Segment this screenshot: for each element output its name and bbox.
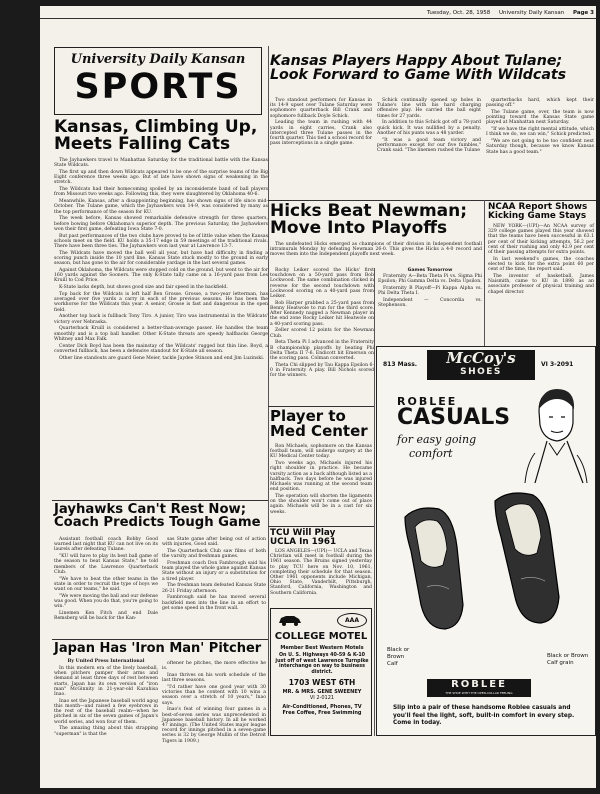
car-icon <box>277 613 303 627</box>
japan-col-2 <box>162 661 266 744</box>
climbing-paragraph: Other line standouts are guard Gene Meier, tackle Jaydee Stinson and end Jim Luzinski. <box>59 355 265 361</box>
japan-col-1 <box>54 666 158 736</box>
games-item: Independent — Concordia vs. Stephenson. <box>378 298 482 309</box>
climbing-paragraph: Another top back is fullback Tony Tiro. A junior, Tiro was instrumental in the Wildcats' victory over Nebraska. <box>54 314 268 325</box>
roblee-brand: ROBLEE <box>397 395 458 408</box>
masthead-title: SPORTS <box>74 67 242 107</box>
motel-line: On U. S. Highways 40-59 & K-10 just off of west Lawrence Turnpike interchange on way to business district. <box>275 653 369 675</box>
player-paragraph: Ron Michaels, sophomore on the Kansas football team, will undergo surgery at the KU Medical Center today. <box>270 444 372 460</box>
player-headline-line2: Med Center <box>270 422 368 441</box>
hicks-lead <box>270 242 482 268</box>
motel-line: VI 2-0121 <box>309 695 335 702</box>
jayhawks-top-rule <box>52 500 268 501</box>
happy-paragraph: Leading the team in rushing with 44 yards in eight carries, Crank also intercepted three Tulane passes in the fourth quarter. This tied a school record for pass interceptions in a single game. <box>270 120 372 147</box>
games-title: Games Tomorrow <box>407 268 453 273</box>
motel-line: Member Best Western Motels <box>280 645 364 651</box>
jayhawks-paragraph: "We have to beat the other teams in the state in order to recruit the type of boys we want on our teams," he said. <box>54 576 158 593</box>
happy-paragraph: "It was a good team victory and performance except for our five fumbles," Crank said. "The linemen rushed the Tulane <box>377 137 481 154</box>
player-paragraph: Two weeks ago, Michaels injured his right shoulder in practice. He became varsity action as a back although listed as a halfback. Two days before he was injured Michaels was running at the second team end position. <box>270 461 372 493</box>
folio-paper: University Daily Kansan <box>498 10 565 16</box>
happy-paragraph: "If we have the right mental attitude, which I think we do, we can win," Schick predicted. <box>486 127 594 138</box>
mccoys-name: McCoy's <box>446 349 516 367</box>
happy-paragraph: quarterbacks hard, which kept their passing off." <box>486 98 594 109</box>
tcu-top-rule <box>268 526 374 527</box>
jayhawks-paragraph: Freshman coach Don Fambrough said his team played the whole game against Kansas State without an injury or a substitution for a tired player. <box>162 561 266 582</box>
happy-headline <box>270 54 596 83</box>
happy-col-1 <box>270 98 372 198</box>
folio-rule <box>40 18 596 19</box>
climbing-paragraph: The Wildcats had their homecoming spoiled by an inconsiderate band of ball players from Missouri two weeks ago. Following this, they were slaughtered by Oklahoma 40-6. <box>54 187 268 198</box>
japan-paragraph: Inao thrives on his work schedule of the last three seasons. <box>162 673 266 684</box>
hicks-paragraph: Theta Chi slipped by Tau Kappa Epsilon 6-0 in Fraternity A play. Bill Nichols scored for the winners. <box>270 362 374 379</box>
jayhawks-headline <box>54 503 270 530</box>
climbing-paragraph: The first up and then down Wildcats appeared to be one of the surprise teams of the Big Eight conference three weeks ago. But of late have shown signs of weakening in the stretch. <box>54 170 268 186</box>
happy-col-2 <box>377 98 481 198</box>
jayhawks-paragraph: "We were moving the ball and our defense was good. When you do that, you're going to win." <box>54 593 158 610</box>
japan-paragraph: oftener he pitches, the more effective he is. <box>162 661 266 672</box>
roblee-tagline-1: for easy going <box>397 433 477 446</box>
motel-details <box>274 645 370 716</box>
climbing-headline <box>54 119 266 154</box>
japan-paragraph: The amazing thing about this strapping "superman" is that the <box>54 726 158 737</box>
hicks-headline <box>270 203 470 238</box>
happy-paragraph: The Tulane game, over, the team is now pointing toward the Kansas State game played at Manhattan next Saturday. <box>486 110 594 126</box>
happy-headline-line2: Look Forward to Game With Wildcats <box>270 67 567 84</box>
roblee-footer: Slip into a pair of these handsome Roblee casuals and you'll feel the light, soft, built-in comfort in every step. Come in today. <box>393 705 575 726</box>
motel-line: Air-Conditioned, Phones, TV <box>282 704 362 711</box>
japan-paragraph: In this modern era of the lively baseball, when pitchers pamper their arms and demand at least three days of rest between starts, Japan has its own version of "iron man" McGinnity in 21-year-old Kazuhisa Inao. <box>54 666 158 698</box>
shoes-illustration <box>397 487 587 637</box>
climbing-paragraph: Center Dick Boyd has been the mainstay of the Wildcats' rugged but thin line. Boyd, a converted fullback, has been a defensive standout for K-State all season. <box>54 343 268 354</box>
hicks-headline-line1: Hicks Beat Newman; <box>270 201 468 221</box>
column-rule-1 <box>268 46 269 736</box>
mccoys-logo <box>427 350 535 380</box>
tcu-body <box>270 549 372 605</box>
japan-headline: Japan Has 'Iron Man' Pitcher <box>54 641 262 656</box>
japan-paragraph: "I'd rather have one good year with 30 victories than be content with 10 wins a season over a stretch of 10 years," Inao says. <box>162 685 266 706</box>
jayhawks-paragraph: The freshman team defeated Kansas State 26-21 Friday afternoon. <box>162 583 266 594</box>
aaa-badge: AAA <box>337 613 367 628</box>
games-list <box>378 274 482 308</box>
folio-date: Tuesday, Oct. 28, 1958 <box>426 10 491 16</box>
jayhawks-col-1 <box>54 537 158 637</box>
climbing-paragraph: The Wildcats have moved the ball well all year, but have had difficulty in finding a scoring punch inside the 10 yard line. Kansas State stuck mostly to the ground in early season, but has gone to the air for considerable yardage in the last several games. <box>54 250 268 267</box>
college-motel-ad <box>270 608 372 736</box>
folio-line <box>272 10 594 16</box>
climbing-paragraph: K-State lacks depth, but shows good size and fair speed in the backfield. <box>59 285 228 291</box>
roblee-ad <box>376 346 596 736</box>
jayhawks-paragraph: Assistant football coach Bobby Good warned last night that KU can not live on its laurels after defeating Tulane. <box>54 537 158 553</box>
jayhawks-paragraph: "KU will have to play its best ball game of the season to beat Kansas State," he told members of the Lawrence Quarterback Club. <box>54 554 158 575</box>
man-illustration <box>517 383 591 483</box>
tcu-headline-line1: TCU Will Play <box>270 528 336 538</box>
happy-col-3 <box>486 98 594 198</box>
store-phone: VI 3-2091 <box>541 361 574 368</box>
tcu-headline <box>270 529 374 547</box>
roblee-product: CASUALS <box>397 405 511 430</box>
hicks-headline-line2: Move Into Playoffs <box>270 218 448 239</box>
folio-page: Page 3 <box>572 10 594 16</box>
roblee-logo-bar <box>427 679 531 697</box>
climbing-paragraph: Against Oklahoma, the Wildcats were stopped cold on the ground, but went to the air for 160 yards against the Sooners. The only K-State tally came on a 16-yard pass from Les Kruill to Cod Price. <box>54 268 268 284</box>
ncaa-headline <box>488 203 596 221</box>
japan-paragraph: Inao's feat of winning four games in a best-of-seven series was unprecedented in Japanese baseball history. In all he worked 47 innings. (The United States major league record for innings pitched in a seven-game series is 32 by George Mullin of the Detroit Tigers in 1909.) <box>162 707 266 744</box>
games-item: Fraternity B Playoff—Pi Kappa Alpha vs. Phi Delta Theta I. <box>378 286 482 297</box>
hicks-paragraph: Bob Harper grabbed a 25-yard pass from Benny Heatwole to run for the third score. After Kennedy nagged a Newman player in the end zone Rocky Leiker hit Heatwole on a 40-yard scoring pass. <box>270 300 374 327</box>
motel-name: COLLEGE MOTEL <box>274 631 368 642</box>
jayhawks-paragraph: Fambrough said he has moved several backfield men into the line in an effort to get some speed in the front wall. <box>162 595 266 611</box>
ncaa-rule <box>484 200 485 346</box>
masthead-script: University Daily Kansan <box>70 52 246 67</box>
happy-paragraph: Two standout performers for Kansas in its 14-9 upset over Tulane Saturday were sophomore quarterback Bill Crank and sophomore fullback Doyle Schick. <box>270 98 372 119</box>
climbing-paragraph: Meanwhile, Kansas, after a disappointing beginning, has shown signs of life since mid-October. The Tulane game, which the Jayhawkers won 14-9, was considered by many as the top performance of the season for KU. <box>54 199 268 215</box>
japan-byline: By United Press International <box>67 659 145 664</box>
ncaa-paragraph: The inventor of basketball, James Naismith, came to KU in 1898 as an associate professor of physical training and chapel director. <box>488 274 594 295</box>
jayhawks-col-2 <box>162 537 266 637</box>
japan-paragraph: Inao set the Japanese baseball world agog this month—and raised a few eyebrows in the rest of the baseball realm—when he pitched in six of the seven games of Japan's world series, and won four of them. <box>54 698 158 725</box>
climbing-headline-line1: Kansas, Climbing Up, <box>54 117 258 137</box>
sports-masthead <box>54 47 262 115</box>
column-rule-2 <box>374 268 375 736</box>
jayhawks-paragraph: The Quarterback Club saw films of both the varsity and freshman games. <box>162 549 266 560</box>
hicks-lead-text: The undefeated Hicks emerged as champions of their division in Independent football intramurals Monday by defeating Newman 26-0. This gives the Hicks a 4-0 record and moves them into the Independent playoffs next week. <box>270 242 482 258</box>
happy-headline-line1: Kansas Players Happy About Tulane; <box>270 53 563 69</box>
hicks-paragraph: Beta Theta Pi I advanced in the Fraternity B championship playoffs by beating Phi Delta Theta II 7-6. Endicott hit Emerson on the scoring pass. Colman converted. <box>270 340 374 362</box>
roblee-tagline-2: comfort <box>409 447 453 460</box>
jayhawks-headline-line2: Coach Predicts Tough Game <box>54 515 261 531</box>
japan-top-rule <box>52 639 268 640</box>
happy-paragraph: Schick continually opened up holes in Tulane's line with his hard charging offensive play. He carried the ball eight times for 27 yards. <box>377 98 481 119</box>
motel-line: 1703 WEST 6TH <box>288 678 356 688</box>
hicks-paragraph: Rocky Leiker scored the Hicks' first touchdown on a 50-yard pass from Bob Lockwood. The same combination clicked in reverse for the second touchdown with Lockwood scoring on a 40-yard pass from Leiker. <box>270 268 374 300</box>
climbing-headline-line2: Meets Falling Cats <box>54 134 231 155</box>
climbing-paragraph: Top back for the Wildcats is left half Ben Grosse. Grosse, a two-year letterman, has averaged over five yards a carry in each of the previous seasons. He has been the workhorse for the Wildcats this year. A senior, Grosse is fast and dangerous in the open field. <box>54 292 268 313</box>
climbing-paragraph: The Jayhawkers travel to Manhattan Saturday for the traditional battle with the Kansas State Wildcats. <box>54 158 268 169</box>
ncaa-headline-line1: NCAA Report Shows <box>488 202 588 212</box>
climbing-article-body <box>54 158 268 498</box>
happy-paragraph: "We are not going to be too confident next Saturday though, because we know Kansas State has a good team." <box>486 139 594 155</box>
games-tomorrow-box <box>378 268 482 348</box>
tcu-headline-line2: UCLA In 1961 <box>270 536 337 547</box>
player-body <box>270 444 372 524</box>
ncaa-paragraph: In last weekend's games, the coaches elected to kick for the extra point 60 per cent of the time, the report said. <box>488 256 594 273</box>
player-headline <box>270 409 374 440</box>
newspaper-page <box>40 6 596 788</box>
jayhawks-headline-line1: Jayhawks Can't Rest Now; <box>54 502 246 517</box>
player-headline-line1: Player to <box>270 407 346 425</box>
motel-line: MR. & MRS. GENE SWEENEY <box>282 689 362 696</box>
jayhawks-paragraph: sas State game after being out of action with injuries, Good said. <box>162 537 266 548</box>
ncaa-paragraph: NEW YORK—(UPI)—An NCAA survey of 329 college games played this year showed that the teams have been successful in 63.1 per cent of their kicking attempts, 56.2 per cent of their rushing and only 42.9 per cent of their passing attempts for extra points. <box>488 224 594 256</box>
roblee-logo-sub: THE SHOE WITH THE OPEN-COLLAR FEELING <box>445 691 513 695</box>
happy-paragraph: In addition to this Schick got off a 78-yard quick kick. It was nullified by a penalty. Another of his punts was a 48 yarder. <box>377 120 481 136</box>
mccoys-shoes: SHOES <box>460 367 502 377</box>
motel-line: Free Coffee, Free Swimming <box>282 710 362 717</box>
hicks-col-1 <box>270 268 374 408</box>
games-item: Fraternity A—Beta Theta Pi vs. Sigma Phi Epsilon; Phi Gamma Delta vs. Delta Upsilon. <box>378 274 482 285</box>
hicks-paragraph: Zeller scored 12 points for the Newman Club. <box>270 328 374 339</box>
store-address: 813 Mass. <box>383 361 418 368</box>
label-black-brown-calf: Black or Brown Calf <box>387 647 410 667</box>
ncaa-body <box>488 224 594 344</box>
climbing-paragraph: But past performances of the two clubs have proved to be of little value when the Kansas schools meet on the field. KU holds a 35-17 edge in 59 meetings of the traditional rivals. There have been three ties. The Jayhawkers won last year at Lawrence 13-7. <box>54 233 268 250</box>
roblee-logo-text: ROBLEE <box>451 679 507 690</box>
climbing-paragraph: The week before, Kansas showed remarkable defensive strength for three quarters, before bowing before Oklahoma's superior depth. The previous Saturday, the Jayhawkers won their first game, defeating Iowa State 7-0. <box>54 216 268 232</box>
label-calf-grain: Black or Brown Calf grain <box>547 653 589 666</box>
jayhawks-paragraph: Linemen Ken Fitch and end Dale Remsberg will be back for the Kan- <box>54 611 158 622</box>
tcu-paragraph: LOS ANGELES—(UPI)— UCLA and Texas Christian will meet in football during the 1961 season. The Bruins signed yesterday to play TCU here on Nov. 10, 1961, completing their schedule for that season. Other 1961 opponents include Michigan, Ohio State, Vanderbilt, Pittsburgh, Stanford, California, Washington and Southern California. <box>270 549 372 596</box>
climbing-paragraph: Quarterback Kruill is considered a better-than-average passer. He handles the team smoothly and is a top ball handler. Other K-State threats are speedy halfbacks George Whitney and Max Falk. <box>54 326 268 342</box>
ncaa-headline-line2: Kicking Game Stays <box>488 210 587 221</box>
player-paragraph: The operation will shorten the ligaments on the shoulder won't come out of place again. Michaels will be in a cast for six weeks. <box>270 494 372 515</box>
